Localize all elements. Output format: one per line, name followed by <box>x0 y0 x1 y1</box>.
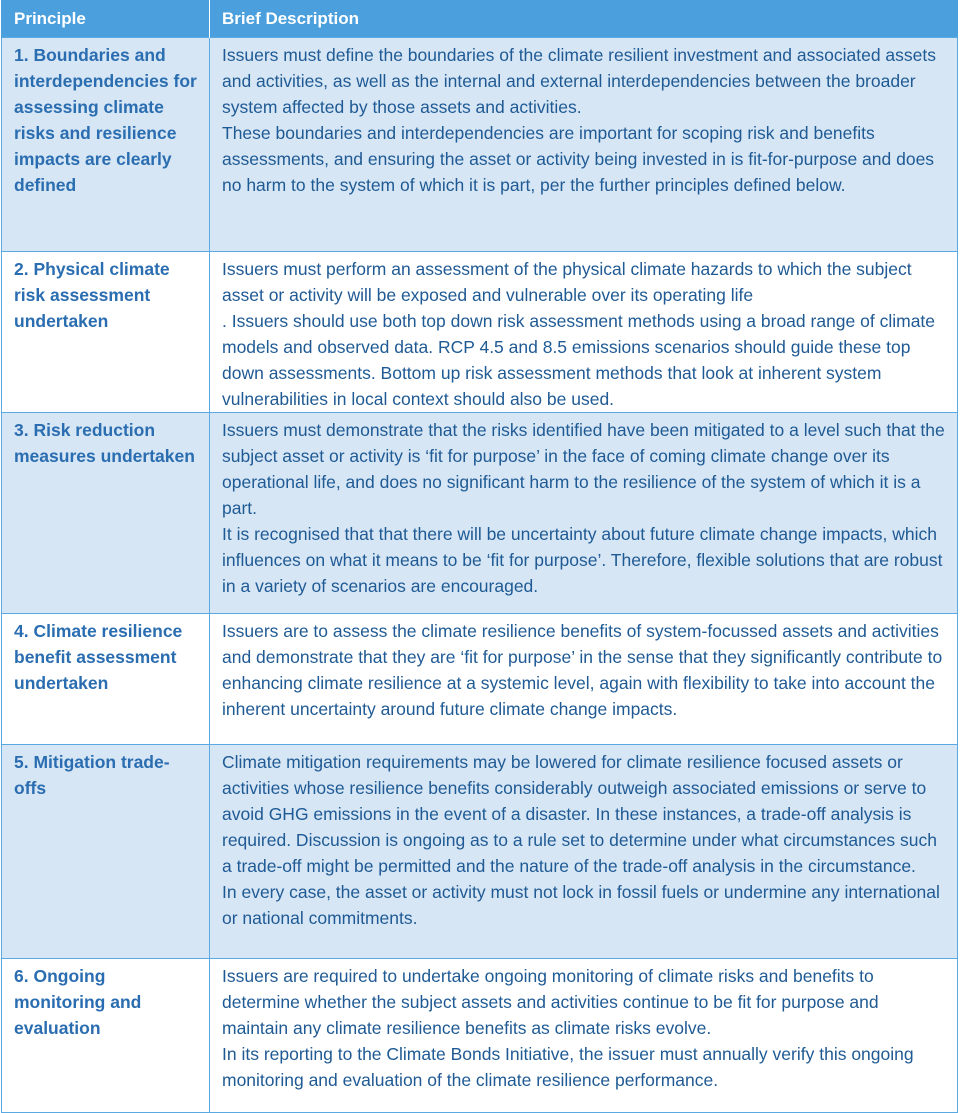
description-paragraph: In every case, the asset or activity must not lock in fossil fuels or undermine any international or national commitments. <box>222 882 940 928</box>
description-paragraph: These boundaries and interdependencies are important for scoping risk and benefits assessments, and ensuring the asset or activity being invested in is fit-for-purpose and does no harm to the system of which it is part, per the further principles defined below. <box>222 123 935 195</box>
principle-cell: 2. Physical climate risk assessment undertaken <box>2 252 210 413</box>
description-paragraph: It is recognised that that there will be uncertainty about future climate change impacts, which influences on what it means to be ‘fit for purpose’. Therefore, flexible solutions that are robust in a variety of scenarios are encouraged. <box>222 524 943 596</box>
description-cell <box>210 745 958 959</box>
description-cell <box>210 252 958 413</box>
principle-cell: 3. Risk reduction measures undertaken <box>2 413 210 614</box>
description-paragraph: Climate mitigation requirements may be lowered for climate resilience focused assets or activities whose resilience benefits considerably outweigh associated emissions or serve to avoid GHG emissions in the event of a disaster. In these instances, a trade-off analysis is required. Discussion is ongoing as to a rule set to determine under what circumstances such a trade-off might be permitted and the nature of the trade-off analysis in the circumstance. <box>222 752 937 876</box>
table-row <box>2 959 958 1113</box>
principle-cell: 4. Climate resilience benefit assessment undertaken <box>2 614 210 745</box>
table-row <box>2 745 958 959</box>
table-row <box>2 413 958 614</box>
description-paragraph: In its reporting to the Climate Bonds Initiative, the issuer must annually verify this ongoing monitoring and evaluation of the climate resilience performance. <box>222 1044 914 1090</box>
table-row <box>2 252 958 413</box>
description-cell <box>210 38 958 252</box>
description-paragraph: Issuers must perform an assessment of the physical climate hazards to which the subject asset or activity will be exposed and vulnerable over its operating life <box>222 259 912 305</box>
description-paragraph: Issuers must demonstrate that the risks identified have been mitigated to a level such that the subject asset or activity is ‘fit for purpose’ in the face of coming climate change over its operational life, and does no significant harm to the resilience of the system of which it is a part. <box>222 420 945 518</box>
principle-cell: 1. Boundaries and interdependencies for assessing climate risks and resilience impacts are clearly defined <box>2 38 210 252</box>
description-paragraph: . Issuers should use both top down risk assessment methods using a broad range of climate models and observed data. RCP 4.5 and 8.5 emissions scenarios should guide these top down assessments. Bottom up risk assessment methods that look at inherent system vulnerabilities in local context should also be used. <box>222 311 936 409</box>
principle-cell: 5. Mitigation trade-offs <box>2 745 210 959</box>
principles-table-container <box>1 0 959 1113</box>
table-row <box>2 38 958 252</box>
description-paragraph: Issuers are to assess the climate resilience benefits of system-focussed assets and activities and demonstrate that they are ‘fit for purpose’ in the sense that they significantly contribute to enhancing climate resilience at a systemic level, again with flexibility to take into account the inherent uncertainty around future climate change impacts. <box>222 621 943 719</box>
description-cell <box>210 959 958 1113</box>
principle-cell: 6. Ongoing monitoring and evaluation <box>2 959 210 1113</box>
table-header-row <box>2 0 958 38</box>
description-cell <box>210 614 958 745</box>
principle-column-header: Principle <box>2 0 210 38</box>
description-column-header: Brief Description <box>210 0 958 38</box>
principles-table <box>1 0 958 1113</box>
description-cell <box>210 413 958 614</box>
table-row <box>2 614 958 745</box>
description-paragraph: Issuers are required to undertake ongoing monitoring of climate risks and benefits to determine whether the subject assets and activities continue to be fit for purpose and maintain any climate resilience benefits as climate risks evolve. <box>222 966 879 1038</box>
description-paragraph: Issuers must define the boundaries of the climate resilient investment and associated assets and activities, as well as the internal and external interdependencies between the broader system affected by those assets and activities. <box>222 45 936 117</box>
